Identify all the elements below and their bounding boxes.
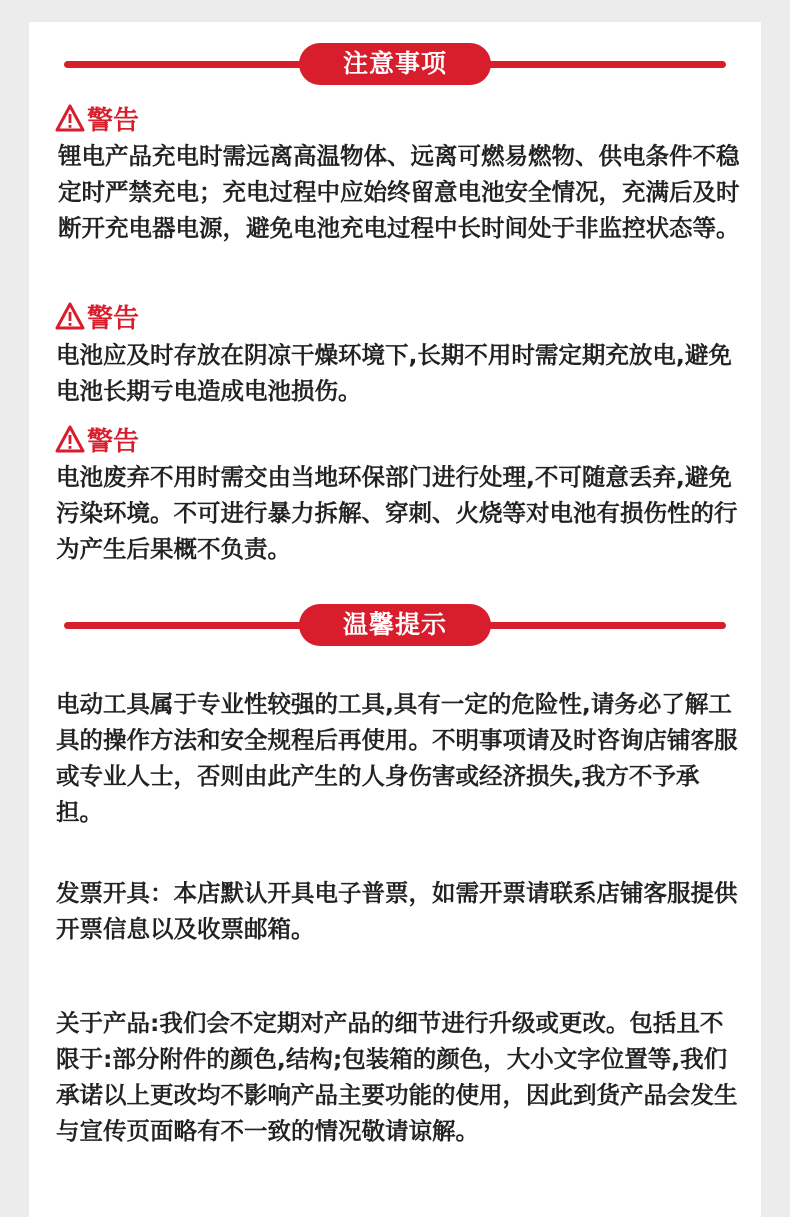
warning-title-2 [55, 299, 139, 333]
warning-text-1: 锂电产品充电时需远离高温物体、远离可燃易燃物、供电条件不稳定时严禁充电；充电过程中应始终留意电池安全情况，充满后及时断开充电器电源，避免电池充电过程中长时间处于非监控状态等。 [58, 142, 740, 242]
warning-text-3: 电池废弃不用时需交由当地环保部门进行处理,不可随意丢弃,避免污染环境。不可进行暴力拆解、穿刺、火烧等对电池有损伤性的行为产生后果概不负责。 [56, 463, 738, 563]
warning-text-2: 电池应及时存放在阴凉干燥环境下,长期不用时需定期充放电,避免电池长期亏电造成电池损伤。 [56, 341, 732, 405]
tips-section-title: 温馨提示 [299, 604, 491, 646]
warning-label: 警告 [87, 105, 140, 136]
notice-section-title: 注意事项 [299, 43, 491, 85]
tips-section-header [64, 604, 726, 646]
notice-section-header [64, 43, 726, 85]
warning-label: 警告 [87, 426, 140, 457]
warning-triangle-icon [55, 104, 85, 132]
tip-paragraph-1: 电动工具属于专业性较强的工具,具有一定的危险性,请务必了解工具的操作方法和安全规程后再使用。不明事项请及时咨询店铺客服或专业人士，否则由此产生的人身伤害或经济损失,我方不予承担。 [56, 690, 738, 826]
tip-paragraph-2: 发票开具：本店默认开具电子普票，如需开票请联系店铺客服提供开票信息以及收票邮箱。 [56, 879, 738, 943]
warning-triangle-icon [55, 425, 85, 453]
warning-title-1 [55, 101, 139, 135]
warning-title-3 [55, 422, 139, 456]
warning-label: 警告 [87, 303, 140, 334]
tip-paragraph-3: 关于产品:我们会不定期对产品的细节进行升级或更改。包括且不限于:部分附件的颜色,结构;包装箱的颜色，大小文字位置等,我们承诺以上更改均不影响产品主要功能的使用，因此到货产品会发生与宣传页面略有不一致的情况敬请谅解。 [56, 1009, 738, 1145]
warning-triangle-icon [55, 302, 85, 330]
